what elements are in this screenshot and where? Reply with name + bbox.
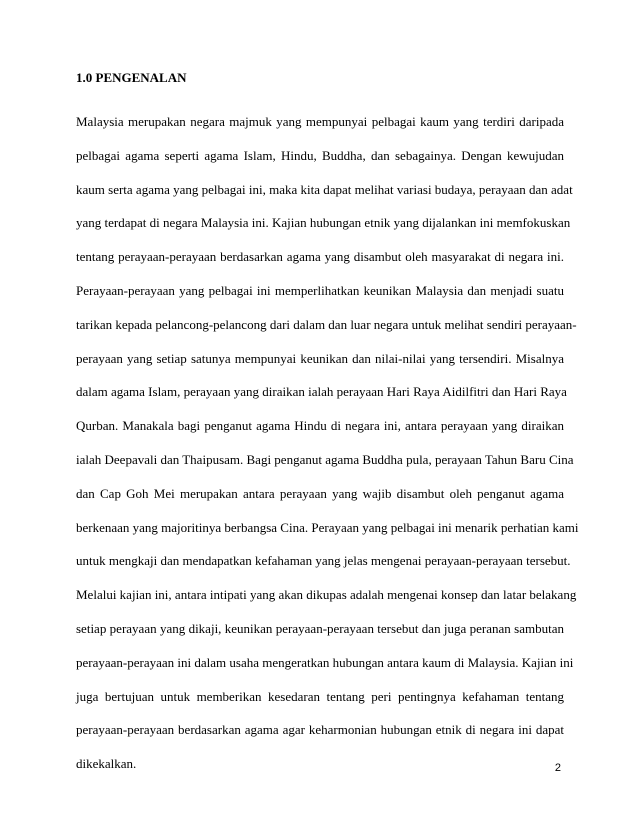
paragraph-line: perayaan-perayaan ini dalam usaha mengeratkan hubungan antara kaum di Malaysia. Kajian ini <box>76 654 574 670</box>
paragraph-line: Perayaan-perayaan yang pelbagai ini memperlihatkan keunikan Malaysia dan menjadi suatu <box>76 282 564 298</box>
paragraph-line: dikekalkan. <box>76 756 137 772</box>
paragraph-line: tarikan kepada pelancong-pelancong dari dalam dan luar negara untuk melihat sendiri perayaan- <box>76 316 577 332</box>
paragraph-line: ialah Deepavali dan Thaipusam. Bagi penganut agama Buddha pula, perayaan Tahun Baru Cina <box>76 451 574 467</box>
paragraph-line: perayaan-perayaan berdasarkan agama agar keharmonian hubungan etnik di negara ini dapat <box>76 722 564 738</box>
paragraph-line: dan Cap Goh Mei merupakan antara perayaan yang wajib disambut oleh penganut agama <box>76 485 564 501</box>
paragraph-line: Qurban. Manakala bagi penganut agama Hindu di negara ini, antara perayaan yang diraikan <box>76 418 564 434</box>
paragraph-line: kaum serta agama yang pelbagai ini, maka kita dapat melihat variasi budaya, perayaan dan adat <box>76 181 573 197</box>
paragraph-line: juga bertujuan untuk memberikan kesedaran tentang peri pentingnya kefahaman tentang <box>76 688 564 704</box>
paragraph-line: dalam agama Islam, perayaan yang diraikan ialah perayaan Hari Raya Aidilfitri dan Hari Raya <box>76 384 567 400</box>
paragraph-line: berkenaan yang majoritinya berbangsa Cina. Perayaan yang pelbagai ini menarik perhatian kami <box>76 519 579 535</box>
paragraph-line: Melalui kajian ini, antara intipati yang akan dikupas adalah mengenai konsep dan latar belakang <box>76 587 577 603</box>
paragraph-line: Malaysia merupakan negara majmuk yang mempunyai pelbagai kaum yang terdiri daripada <box>76 114 564 129</box>
paragraph-line: yang terdapat di negara Malaysia ini. Kajian hubungan etnik yang dijalankan ini memfokuskan <box>76 215 571 231</box>
paragraph-line: setiap perayaan yang dikaji, keunikan perayaan-perayaan tersebut dan juga peranan sambutan <box>76 620 564 636</box>
paragraph-line: tentang perayaan-perayaan berdasarkan agama yang disambut oleh masyarakat di negara ini. <box>76 249 564 265</box>
section-heading: 1.0 PENGENALAN <box>76 70 187 85</box>
paragraph-line: untuk mengkaji dan mendapatkan kefahaman yang jelas mengenai perayaan-perayaan tersebut. <box>76 553 571 569</box>
body-paragraph <box>76 114 579 790</box>
paragraph-line: pelbagai agama seperti agama Islam, Hindu, Buddha, dan sebagainya. Dengan kewujudan <box>76 147 564 163</box>
paragraph-line: perayaan yang setiap satunya mempunyai keunikan dan nilai-nilai yang tersendiri. Misalnya <box>76 350 564 366</box>
page-number: 2 <box>554 762 561 774</box>
